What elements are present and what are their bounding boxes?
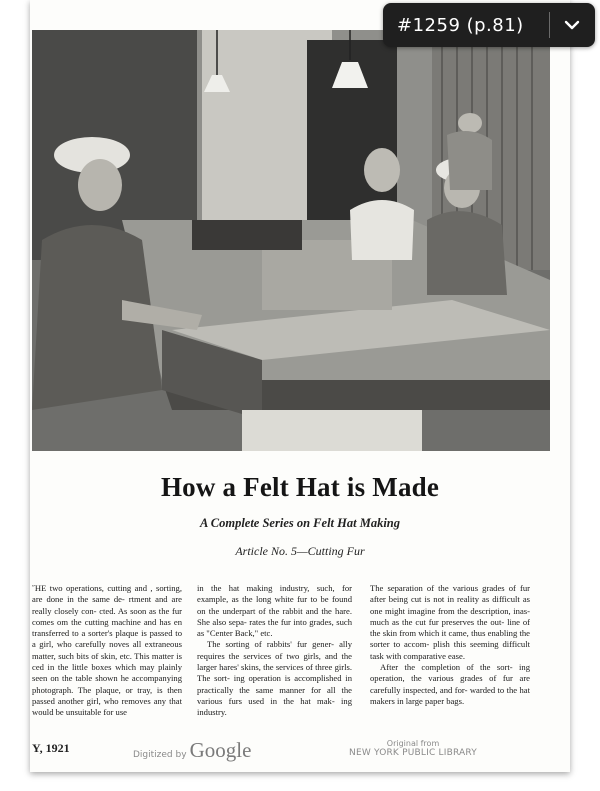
library-name: NEW YORK PUBLIC LIBRARY [349, 748, 477, 758]
workshop-photo [32, 30, 550, 451]
text-column-1 [32, 583, 182, 719]
chevron-down-icon[interactable] [550, 3, 594, 47]
paragraph: The separation of the various grades of fur after being cut is not in reality as difficult as one might imagine from the description, inas- much as the cut fur preserves the out- line of the skin from which it came, thus enabling the sorter to accom- plish this seeming difficult task with comparative ease. [370, 583, 530, 661]
page-date: Y, 1921 [32, 741, 70, 755]
article-subtitle: A Complete Series on Felt Hat Making [199, 516, 401, 530]
digitized-label: Digitized by [133, 750, 187, 760]
digitized-by [133, 738, 251, 763]
text-column-2 [197, 583, 352, 719]
source-library [343, 739, 483, 758]
paragraph: The sorting of rabbits' fur gener- ally requires the services of two girls, and the larger hares' skins, the services of three girls. The sort- ing operation is accomplished in practically the same manner for all the various furs used in the hat mak- ing industry. [197, 639, 352, 718]
scanned-page [30, 0, 570, 772]
paragraph: After the completion of the sort- ing operation, the various grades of fur are carefully inspected, and for- warded to the hat makers in large paper bags. [370, 662, 530, 706]
google-logo: Google [189, 738, 252, 762]
paragraph: in the hat making industry, such, for example, as the long white fur to be found on the underpart of the rabbit and the hare. She also sepa- rates the fur into grades, such as "Center Back," etc. [197, 583, 352, 639]
original-label: Original from [386, 739, 440, 748]
text-column-3 [370, 583, 530, 707]
article-number: Article No. 5—Cutting Fur [235, 544, 365, 558]
page-indicator[interactable] [383, 3, 595, 47]
article-title: How a Felt Hat is Made [160, 472, 440, 502]
page-indicator-label: #1259 (p.81) [397, 14, 524, 36]
paragraph: ˝HE two operations, cutting and , sorting, are done in the same de- rtment and are really closely con- cted. As soon as the fur comes om the cutting machine and has en transferred to a sorter's plaque is passed to a girl, who carefully noves all extraneous matter, such bits of skin, etc. This matter is ced in the little boxes which may plainly seen on the table shown he accompanying photograph. The plaque, or tray, is then passed another girl, who removes any that would be unsuitable for use [32, 583, 182, 718]
